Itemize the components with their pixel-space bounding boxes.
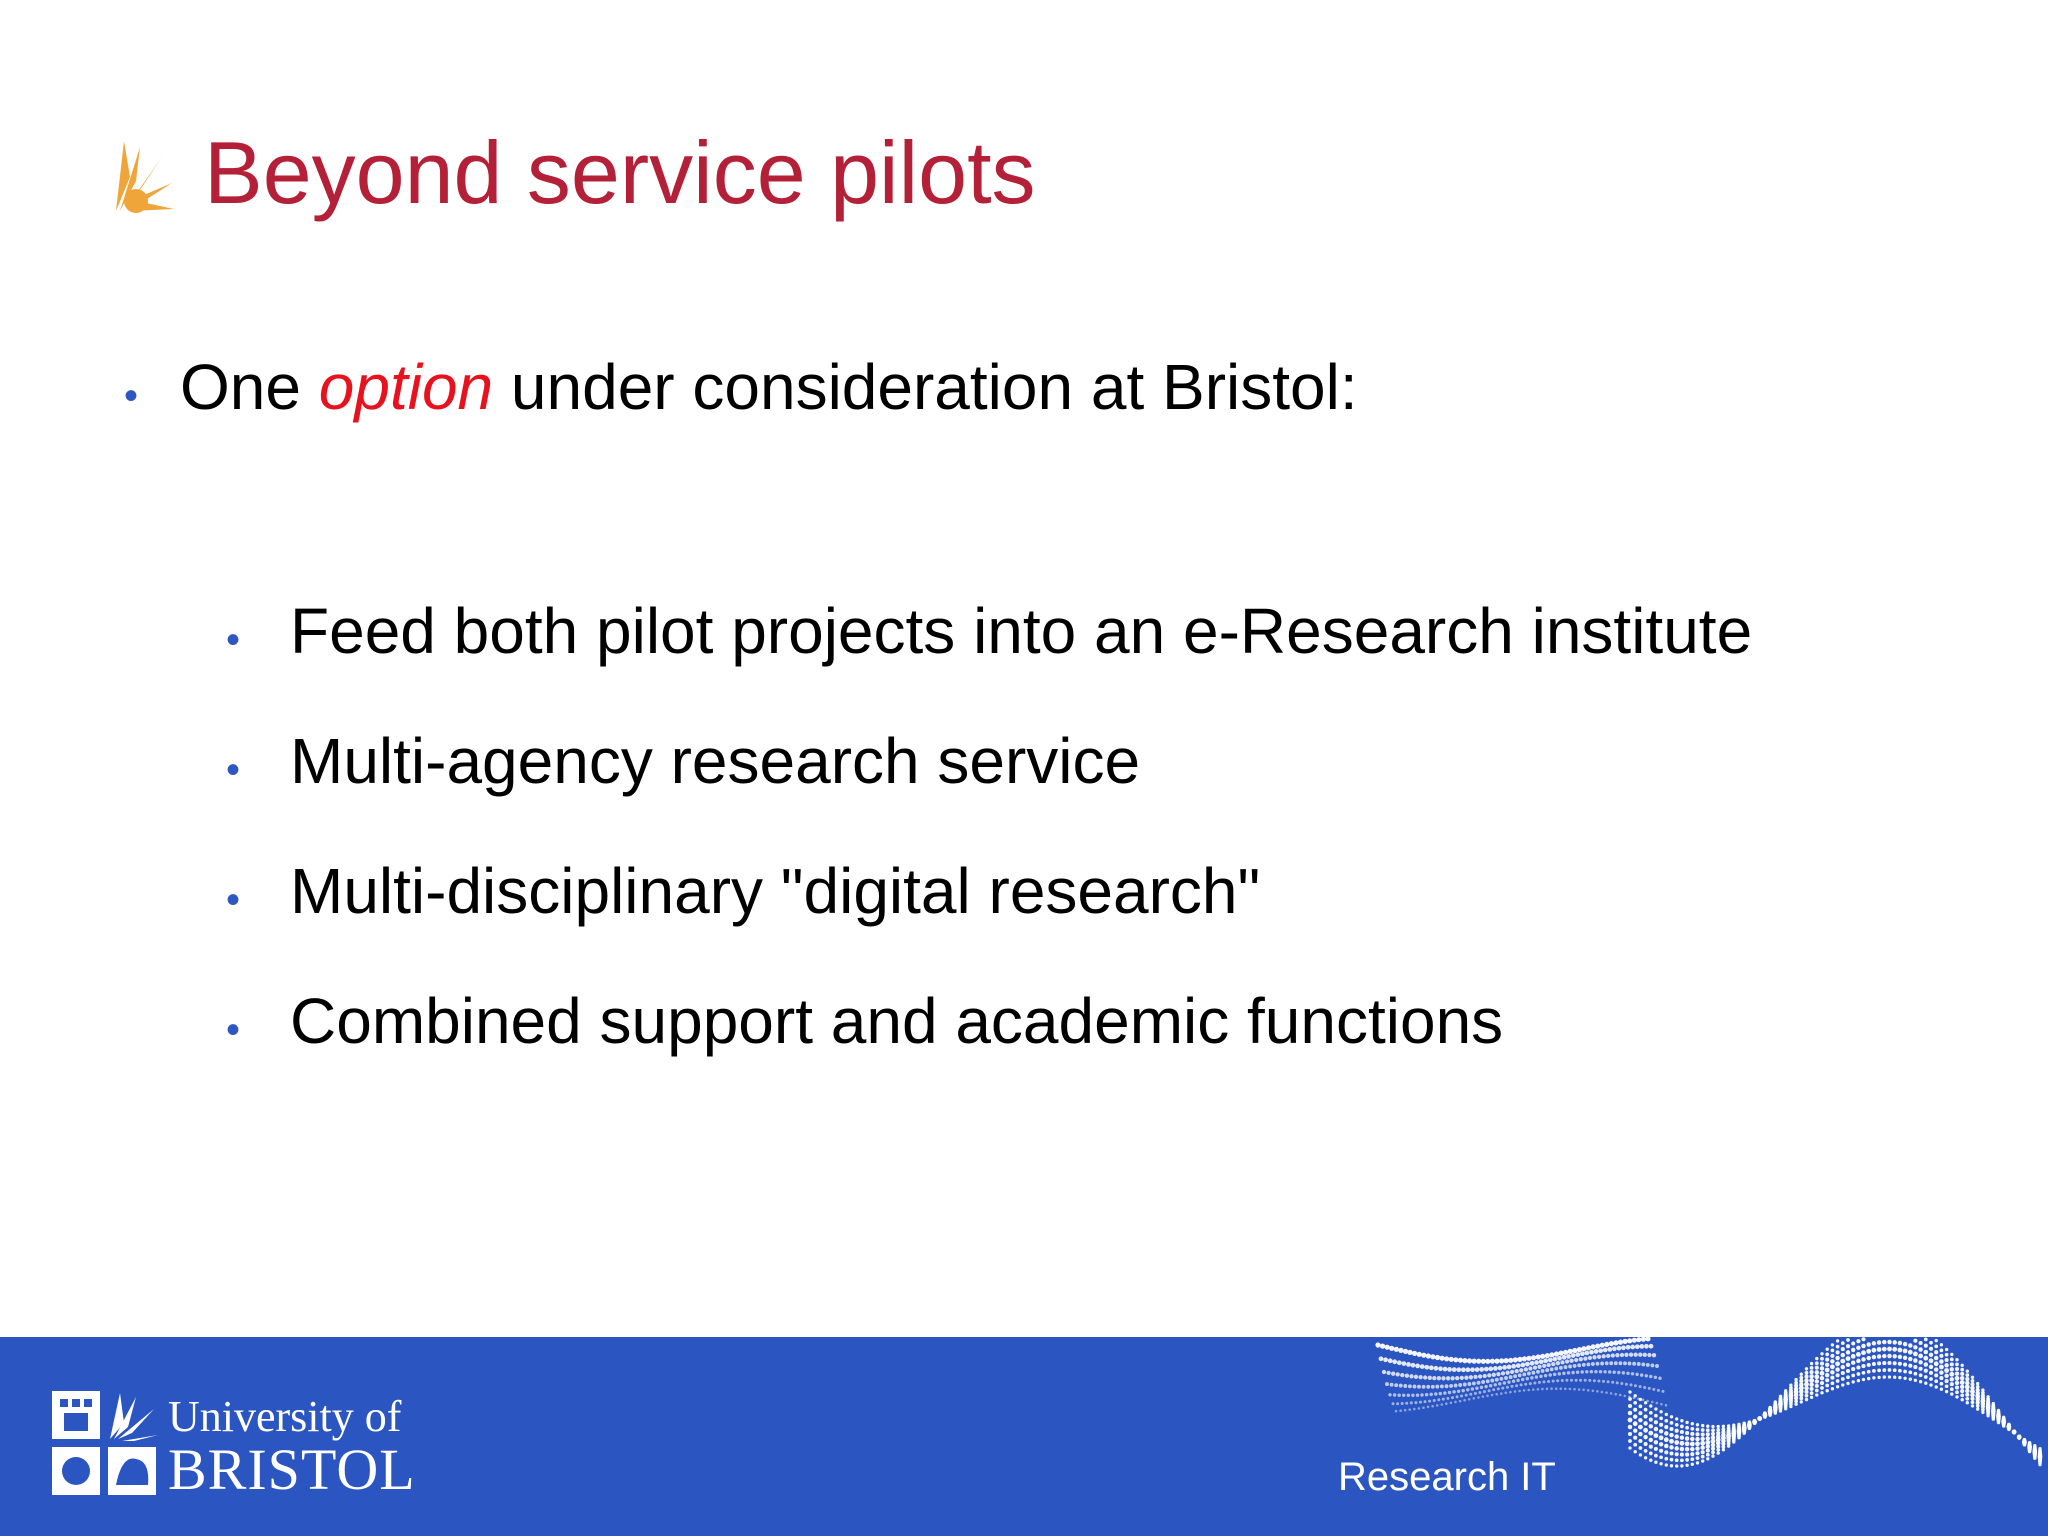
sub-bullet-2 — [226, 724, 1140, 798]
title-row — [110, 118, 1036, 228]
bullet-dot-icon: • — [226, 618, 241, 662]
sub-bullet-text: Combined support and academic functions — [290, 985, 1504, 1057]
sunburst-icon — [110, 133, 176, 213]
dotted-wave-pattern — [1360, 1337, 2048, 1536]
sub-bullet-1 — [226, 594, 1752, 668]
university-crest-icon — [50, 1389, 160, 1499]
slide-title: Beyond service pilots — [204, 123, 1036, 222]
logo-text-line1: University of — [168, 1392, 402, 1441]
main-bullet-text — [180, 350, 1358, 424]
bullet-dot-icon: • — [226, 878, 241, 922]
main-bullet-before: One — [180, 351, 319, 423]
main-bullet-after: under consideration at Bristol: — [493, 351, 1358, 423]
sub-bullet-text: Feed both pilot projects into an e-Research institute — [290, 595, 1753, 667]
main-bullet-emphasis: option — [318, 351, 494, 423]
sub-bullet-text: Multi-disciplinary "digital research" — [290, 855, 1261, 927]
bullet-dot-icon: • — [124, 374, 139, 418]
bullet-dot-icon: • — [226, 748, 241, 792]
university-logo — [50, 1389, 430, 1502]
sub-bullet-4 — [226, 984, 1503, 1058]
sub-bullet-text: Multi-agency research service — [290, 725, 1141, 797]
logo-text-line2: BRISTOL — [168, 1437, 416, 1502]
footer-label: Research IT — [1338, 1455, 1556, 1499]
main-bullet — [124, 350, 1358, 424]
sub-bullet-3 — [226, 854, 1260, 928]
bullet-dot-icon: • — [226, 1008, 241, 1052]
footer-bar — [0, 1337, 2048, 1536]
